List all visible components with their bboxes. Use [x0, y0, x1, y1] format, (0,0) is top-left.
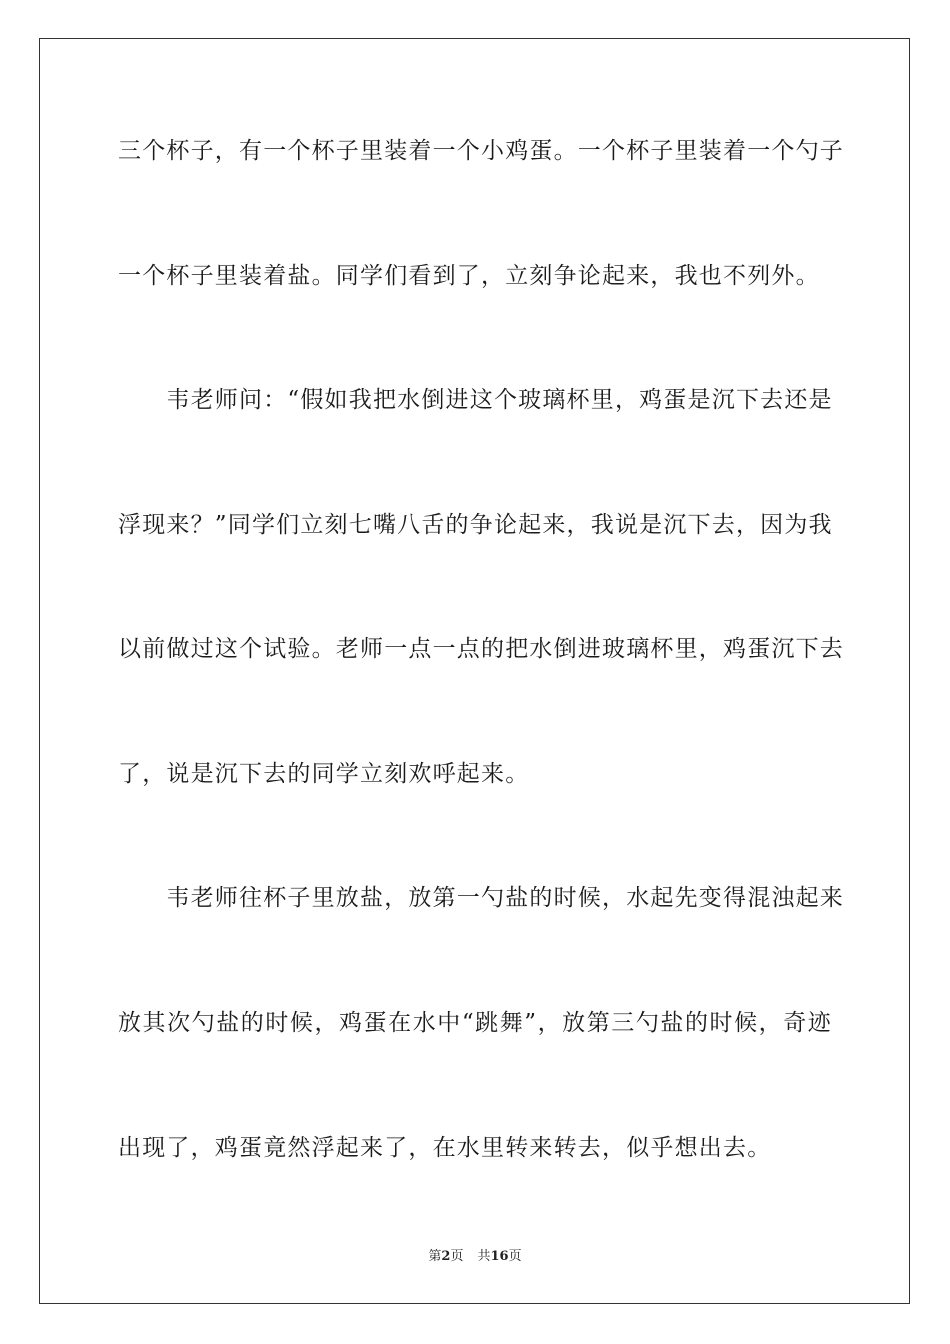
text-line-9: 出现了，鸡蛋竟然浮起来了，在水里转来转去，似乎想出去。	[118, 1135, 772, 1161]
page-border	[39, 38, 910, 1304]
text-line-2: 一个杯子里装着盐。同学们看到了，立刻争论起来，我也不列外。	[118, 263, 820, 289]
text-line-5: 以前做过这个试验。老师一点一点的把水倒进玻璃杯里，鸡蛋沉下去	[118, 636, 844, 662]
text-line-7: 韦老师往杯子里放盐，放第一勺盐的时候，水起先变得混浊起来	[118, 885, 844, 911]
text-line-3: 韦老师问：“假如我把水倒进这个玻璃杯里，鸡蛋是沉下去还是	[118, 387, 833, 413]
total-suffix: 页	[508, 1249, 522, 1264]
total-pages: 16	[490, 1249, 509, 1264]
total-prefix: 共	[477, 1249, 491, 1264]
page-number: 2	[441, 1249, 451, 1264]
page-suffix: 页	[450, 1249, 464, 1264]
text-line-1: 三个杯子，有一个杯子里装着一个小鸡蛋。一个杯子里装着一个勺子	[118, 138, 844, 164]
text-line-4: 浮现来？”同学们立刻七嘴八舌的争论起来，我说是沉下去，因为我	[118, 512, 833, 538]
page-footer	[0, 1249, 950, 1265]
text-line-6: 了，说是沉下去的同学立刻欢呼起来。	[118, 761, 530, 787]
text-line-8: 放其次勺盐的时候，鸡蛋在水中“跳舞”，放第三勺盐的时候，奇迹	[118, 1010, 832, 1036]
page-prefix: 第	[428, 1249, 442, 1264]
